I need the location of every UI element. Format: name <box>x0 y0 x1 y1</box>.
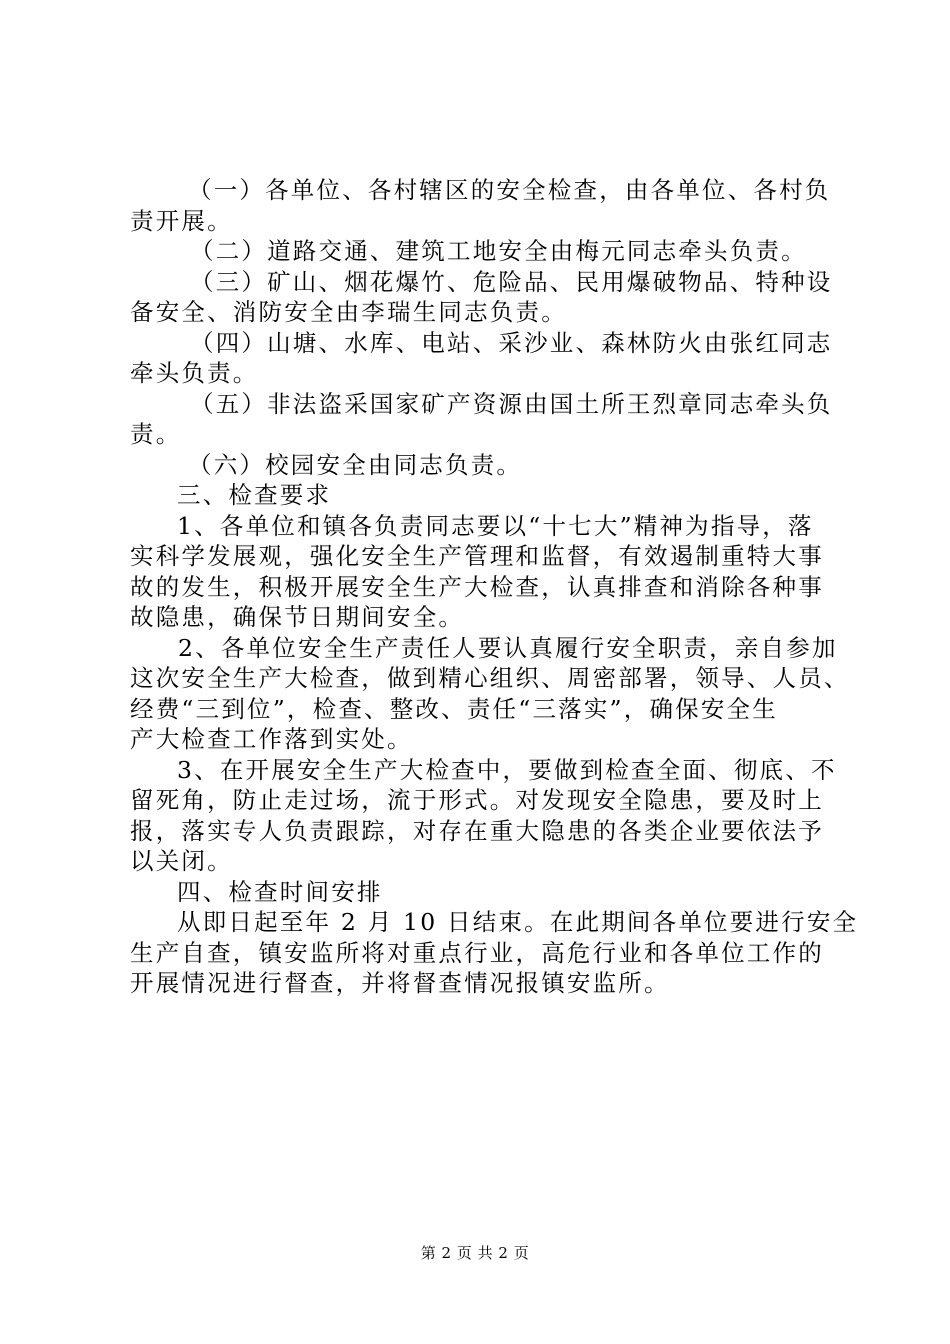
paragraph-line: 开展情况进行督查，并将督查情况报镇安监所。 <box>130 969 670 997</box>
paragraph-line: 留死角，防止走过场，流于形式。对发现安全隐患，要及时上 <box>130 786 824 814</box>
section-heading: 四、检查时间安排 <box>177 877 383 906</box>
paragraph-line: 以关闭。 <box>130 847 233 875</box>
paragraph-line: （五）非法盗采国家矿产资源由国土所王烈章同志牵头负 <box>190 389 833 418</box>
paragraph-line: 备安全、消防安全由李瑞生同志负责。 <box>130 298 567 326</box>
paragraph-line: 故的发生，积极开展安全生产大检查，认真排查和消除各种事 <box>130 572 824 601</box>
paragraph-line: （六）校园安全由同志负责。 <box>188 450 523 479</box>
paragraph-line: 1、各单位和镇各负责同志要以“十七大”精神为指导，落 <box>177 511 814 540</box>
paragraph-line: 生产自查，镇安监所将对重点行业，高危行业和各单位工作的 <box>130 938 824 967</box>
paragraph-line: 责。 <box>130 420 182 448</box>
paragraph-line: 3、在开展安全生产大检查中，要做到检查全面、彻底、不 <box>177 755 837 784</box>
paragraph-line: 责开展。 <box>130 206 233 235</box>
paragraph-line: 报，落实专人负责跟踪，对存在重大隐患的各类企业要依法予 <box>130 816 824 845</box>
paragraph-line: 实科学发展观，强化安全生产管理和监督，有效遏制重特大事 <box>130 542 824 570</box>
paragraph-line: 这次安全生产大检查，做到精心组织、周密部署，领导、人员、 <box>130 664 850 692</box>
paragraph-line: 故隐患，确保节日期间安全。 <box>130 603 465 631</box>
paragraph-line: （四）山塘、水库、电站、采沙业、森林防火由张红同志 <box>190 328 833 357</box>
paragraph-line: （三）矿山、烟花爆竹、危险品、民用爆破物品、特种设 <box>190 267 833 296</box>
paragraph-line: 从即日起至年 2 月 10 日结束。在此期间各单位要进行安全 <box>177 908 859 936</box>
paragraph-line: 牵头负责。 <box>130 359 259 387</box>
section-heading: 三、检查要求 <box>177 481 332 509</box>
document-body <box>130 175 859 999</box>
paragraph-line: （一）各单位、各村辖区的安全检查，由各单位、各村负 <box>188 176 831 204</box>
paragraph-line: （二）道路交通、建筑工地安全由梅元同志牵头负责。 <box>190 237 807 265</box>
page-footer: 第 2 页 共 2 页 <box>420 1244 530 1262</box>
paragraph-line: 经费“三到位”，检查、整改、责任“三落实”，确保安全生 <box>130 694 778 723</box>
paragraph-line: 2、各单位安全生产责任人要认真履行安全职责，亲自参加 <box>178 633 838 662</box>
paragraph-line: 产大检查工作落到实处。 <box>130 725 413 753</box>
